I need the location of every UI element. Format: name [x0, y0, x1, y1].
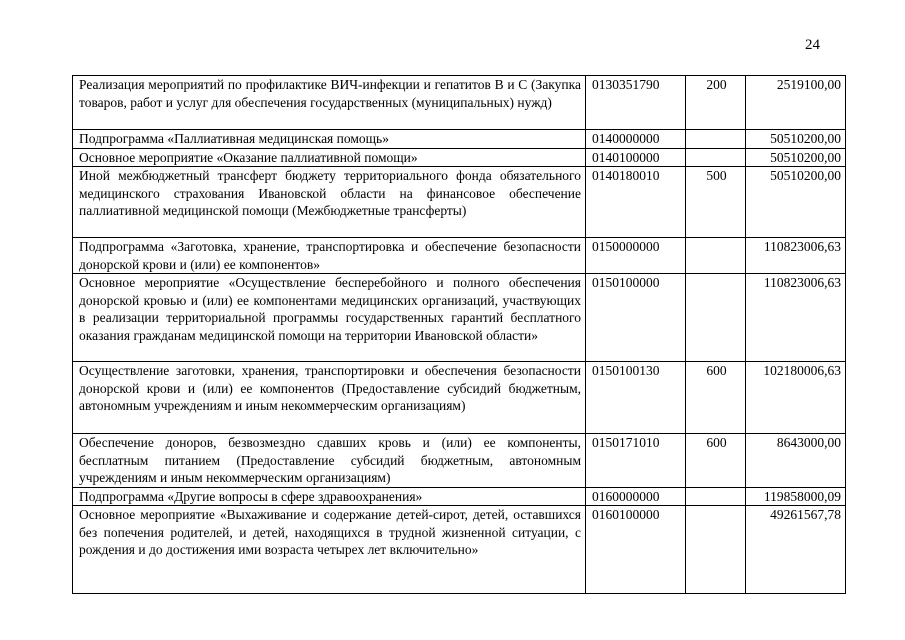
row-name: Основное мероприятие «Выхаживание и содержание детей-сирот, детей, оставшихся без попечения родителей, и детей, находящихся в трудной жизненной ситуации, с рождения и до достижения ими возраста четырех лет включительно» [73, 506, 586, 594]
row-sum: 119858000,09 [746, 487, 846, 506]
row-sum: 50510200,00 [746, 167, 846, 238]
row-code: 0150100000 [586, 274, 686, 362]
row-name: Подпрограмма «Другие вопросы в сфере здравоохранения» [73, 487, 586, 506]
row-kind: 600 [686, 362, 746, 434]
row-sum: 110823006,63 [746, 274, 846, 362]
row-sum: 49261567,78 [746, 506, 846, 594]
row-name: Обеспечение доноров, безвозмездно сдавших кровь и (или) ее компоненты, бесплатным питанием (Предоставление субсидий бюджетным, автономным учреждениям и иным некоммерческим организациям) [73, 434, 586, 488]
table-row [73, 130, 846, 149]
row-sum: 110823006,63 [746, 238, 846, 274]
row-code: 0160000000 [586, 487, 686, 506]
row-code: 0150171010 [586, 434, 686, 488]
row-code: 0140100000 [586, 148, 686, 167]
row-kind: 200 [686, 76, 746, 130]
row-name: Подпрограмма «Паллиативная медицинская помощь» [73, 130, 586, 149]
row-sum: 50510200,00 [746, 148, 846, 167]
row-code: 0150000000 [586, 238, 686, 274]
row-name: Подпрограмма «Заготовка, хранение, транспортировка и обеспечение безопасности донорской крови и (или) ее компонентов» [73, 238, 586, 274]
row-name: Основное мероприятие «Оказание паллиативной помощи» [73, 148, 586, 167]
table-row [73, 434, 846, 488]
row-kind: 500 [686, 167, 746, 238]
row-name: Осуществление заготовки, хранения, транспортировки и обеспечения безопасности донорской крови и (или) ее компонентов (Предоставление субсидий бюджетным, автономным учреждениям и иным некоммерческим организациям) [73, 362, 586, 434]
row-kind [686, 506, 746, 594]
row-sum: 50510200,00 [746, 130, 846, 149]
table-row [73, 487, 846, 506]
row-sum: 8643000,00 [746, 434, 846, 488]
row-kind [686, 130, 746, 149]
budget-table [72, 75, 846, 594]
row-kind [686, 274, 746, 362]
row-kind [686, 487, 746, 506]
table-row [73, 274, 846, 362]
row-kind: 600 [686, 434, 746, 488]
row-code: 0140000000 [586, 130, 686, 149]
row-code: 0130351790 [586, 76, 686, 130]
row-sum: 2519100,00 [746, 76, 846, 130]
table-row [73, 362, 846, 434]
row-code: 0160100000 [586, 506, 686, 594]
row-kind [686, 148, 746, 167]
row-sum: 102180006,63 [746, 362, 846, 434]
table-row [73, 506, 846, 594]
row-code: 0140180010 [586, 167, 686, 238]
row-name: Реализация мероприятий по профилактике ВИЧ-инфекции и гепатитов В и С (Закупка товаров, работ и услуг для обеспечения государственных (муниципальных) нужд) [73, 76, 586, 130]
row-name: Основное мероприятие «Осуществление бесперебойного и полного обеспечения донорской кровью и (или) ее компонентами медицинских организаций, участвующих в реализации территориальной программы государственных гарантий бесплатного оказания гражданам медицинской помощи на территории Ивановской области» [73, 274, 586, 362]
table-row [73, 167, 846, 238]
row-name: Иной межбюджетный трансферт бюджету территориального фонда обязательного медицинского страхования Ивановской области на финансовое обеспечение паллиативной медицинской помощи (Межбюджетные трансферты) [73, 167, 586, 238]
table-row [73, 238, 846, 274]
table-row [73, 76, 846, 130]
row-code: 0150100130 [586, 362, 686, 434]
page-number: 24 [805, 37, 820, 53]
row-kind [686, 238, 746, 274]
table-row [73, 148, 846, 167]
